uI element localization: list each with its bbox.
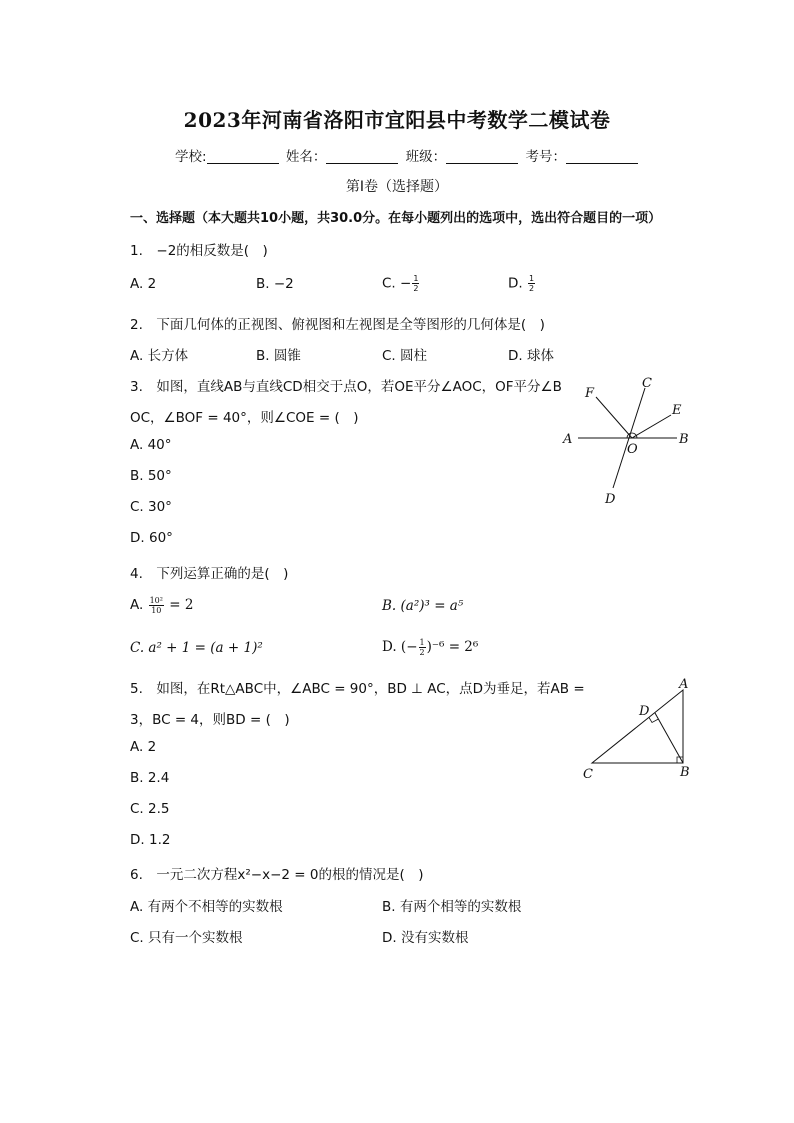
segment-bd xyxy=(655,713,683,763)
exam-title: 2023年河南省洛阳市宜阳县中考数学二模试卷 xyxy=(183,108,611,132)
q1-option-c-prefix: C. − xyxy=(382,275,412,292)
q4-option-d[interactable] xyxy=(382,638,478,657)
q5-figure xyxy=(575,672,705,787)
q2-option-b[interactable]: B. 圆锥 xyxy=(256,348,301,364)
q6-option-b[interactable]: B. 有两个相等的实数根 xyxy=(382,899,522,915)
q4-option-c[interactable]: C. a² + 1 = (a + 1)² xyxy=(130,640,263,656)
q5-option-b[interactable]: B. 2.4 xyxy=(130,770,170,786)
q1-option-a[interactable]: A. 2 xyxy=(130,276,157,292)
q6-stem: 6. 一元二次方程x²−x−2 = 0的根的情况是( ) xyxy=(130,867,424,883)
fraction-denominator: 2 xyxy=(419,648,425,657)
q5-stem-line1: 5. 如图，在Rt△ABC中，∠ABC = 90°，BD ⊥ AC，点D为垂足，若AB = xyxy=(130,681,585,697)
q2-option-c[interactable]: C. 圆柱 xyxy=(382,348,428,364)
fraction-numerator: 10² xyxy=(149,596,163,605)
q2-option-a[interactable]: A. 长方体 xyxy=(130,348,189,364)
q3-option-d[interactable]: D. 60° xyxy=(130,530,173,546)
label-a: A xyxy=(679,677,689,692)
name-label: 姓名： xyxy=(285,149,327,165)
student-info-line xyxy=(175,145,641,165)
q1-option-d-prefix: D. xyxy=(508,275,527,292)
q4-option-a-rest: = 2 xyxy=(164,597,194,613)
ray-of xyxy=(596,397,632,438)
part-heading: 一、选择题（本大题共10小题，共30.0分。在每小题列出的选项中，选出符合题目的一项） xyxy=(130,211,662,226)
label-c: C xyxy=(583,767,593,782)
q4-option-d-rest: )⁻⁶ = 2⁶ xyxy=(426,639,479,655)
label-e: E xyxy=(672,403,682,418)
q3-stem-line1: 3. 如图，直线AB与直线CD相交于点O，若OE平分∠AOC，OF平分∠B xyxy=(130,379,562,395)
school-label: 学校: xyxy=(175,149,207,165)
q1-option-c-fraction xyxy=(412,274,419,293)
q4-option-a-fraction xyxy=(149,596,164,615)
right-angle-d xyxy=(649,718,658,723)
q4-option-a[interactable] xyxy=(130,596,193,615)
q3-option-b[interactable]: B. 50° xyxy=(130,468,172,484)
fraction-denominator: 2 xyxy=(528,284,535,293)
class-label: 班级： xyxy=(405,149,447,165)
q5-option-d[interactable]: D. 1.2 xyxy=(130,832,171,848)
q6-option-d[interactable]: D. 没有实数根 xyxy=(382,930,469,946)
fraction-numerator: 1 xyxy=(419,638,425,647)
exam-number-label: 考号： xyxy=(525,149,566,165)
q2-option-d[interactable]: D. 球体 xyxy=(508,348,554,364)
fraction-numerator: 1 xyxy=(413,274,419,283)
q4-option-b[interactable]: B. (a²)³ = a⁵ xyxy=(382,598,464,614)
name-blank[interactable] xyxy=(326,149,398,164)
q3-option-c[interactable]: C. 30° xyxy=(130,499,172,515)
label-f: F xyxy=(585,386,595,401)
q1-option-b[interactable]: B. −2 xyxy=(256,276,294,292)
q3-figure xyxy=(555,370,705,515)
q5-stem-line2: 3，BC = 4，则BD = ( ) xyxy=(130,712,290,728)
label-o: O xyxy=(627,442,638,457)
q5-option-c[interactable]: C. 2.5 xyxy=(130,801,170,817)
q1-option-c[interactable] xyxy=(382,274,420,293)
school-blank[interactable] xyxy=(207,149,279,164)
q3-stem-line2: OC，∠BOF = 40°，则∠COE = ( ) xyxy=(130,410,359,426)
q5-option-a[interactable]: A. 2 xyxy=(130,739,157,755)
fraction-denominator: 2 xyxy=(413,284,419,293)
q4-stem: 4. 下列运算正确的是( ) xyxy=(130,566,289,582)
q6-option-c[interactable]: C. 只有一个实数根 xyxy=(130,930,243,946)
exam-number-blank[interactable] xyxy=(566,149,638,164)
q4-option-d-fraction xyxy=(419,638,426,657)
q4-option-d-label: D. (− xyxy=(382,639,418,655)
q6-option-a[interactable]: A. 有两个不相等的实数根 xyxy=(130,899,283,915)
q1-option-d[interactable] xyxy=(508,274,536,293)
q1-stem: 1. −2的相反数是( ) xyxy=(130,243,268,259)
label-d: D xyxy=(605,492,616,507)
label-b: B xyxy=(680,765,690,780)
label-d: D xyxy=(639,704,650,719)
q1-option-d-fraction xyxy=(528,274,535,293)
fraction-denominator: 10 xyxy=(151,606,162,615)
triangle-abc xyxy=(592,690,683,763)
class-blank[interactable] xyxy=(446,149,518,164)
label-b: B xyxy=(679,432,689,447)
q4-option-a-label: A. xyxy=(130,597,148,613)
section-title: 第Ⅰ卷（选择题） xyxy=(345,179,449,195)
label-c: C xyxy=(642,376,652,391)
label-a: A xyxy=(563,432,573,447)
fraction-numerator: 1 xyxy=(528,274,535,283)
q3-option-a[interactable]: A. 40° xyxy=(130,437,172,453)
q2-stem: 2. 下面几何体的正视图、俯视图和左视图是全等图形的几何体是( ) xyxy=(130,317,545,333)
ray-oe xyxy=(632,415,671,438)
